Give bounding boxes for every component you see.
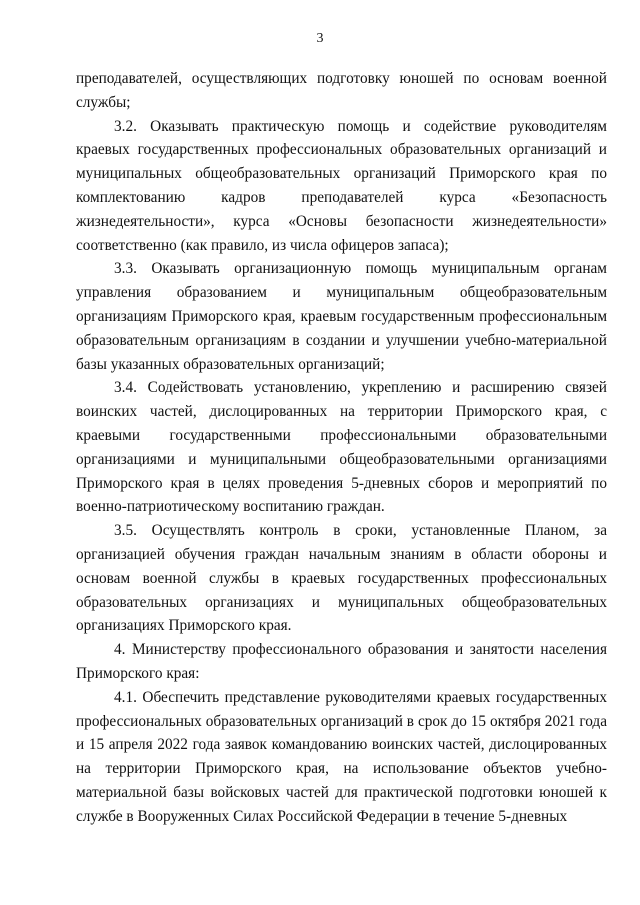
paragraph-4-1: 4.1. Обеспечить представление руководителями краевых государственных профессиональных образовательных организаций в срок до 15 октября 2021 года и 15 апреля 2022 года заявок командованию воинских частей, дислоцированных на территории Приморского края, на использование объектов учебно-материальной базы войсковых частей для практической подготовки юношей к службе в Вооруженных Силах Российской Федерации в течение 5-дневных [76,688,607,825]
paragraph-continuation: преподавателей, осуществляющих подготовку юношей по основам военной службы; [76,70,607,111]
paragraph-3-5: 3.5. Осуществлять контроль в сроки, установленные Планом, за организацией обучения граждан начальным знаниям в области обороны и основам военной службы в краевых государственных профессиональных образовательных организациях и муниципальных общеобразовательных организациях Приморского края. [76,522,607,635]
page-number: 3 [316,31,324,46]
document-body [76,67,607,829]
paragraph-4: 4. Министерству профессионального образования и занятости населения Приморского края: [76,641,607,682]
paragraph-3-2: 3.2. Оказывать практическую помощь и содействие руководителям краевых государственных профессиональных образовательных организаций и муниципальных общеобразовательных организаций Приморского края по комплектованию кадров преподавателей курса «Безопасность жизнедеятельности», курса «Основы безопасности жизнедеятельности» соответственно (как правило, из числа офицеров запаса); [76,117,607,254]
paragraph-3-3: 3.3. Оказывать организационную помощь муниципальным органам управления образованием и муниципальным общеобразовательным организациям Приморского края, краевым государственным профессиональным образовательным организациям в создании и улучшении учебно-материальной базы указанных образовательных организаций; [76,260,607,373]
paragraph-3-4: 3.4. Содействовать установлению, укреплению и расширению связей воинских частей, дислоцированных на территории Приморского края, с краевыми государственными профессиональными образовательными организациями и муниципальными общеобразовательными организациями Приморского края в целях проведения 5-дневных сборов и мероприятий по военно-патриотическому воспитанию граждан. [76,379,607,516]
